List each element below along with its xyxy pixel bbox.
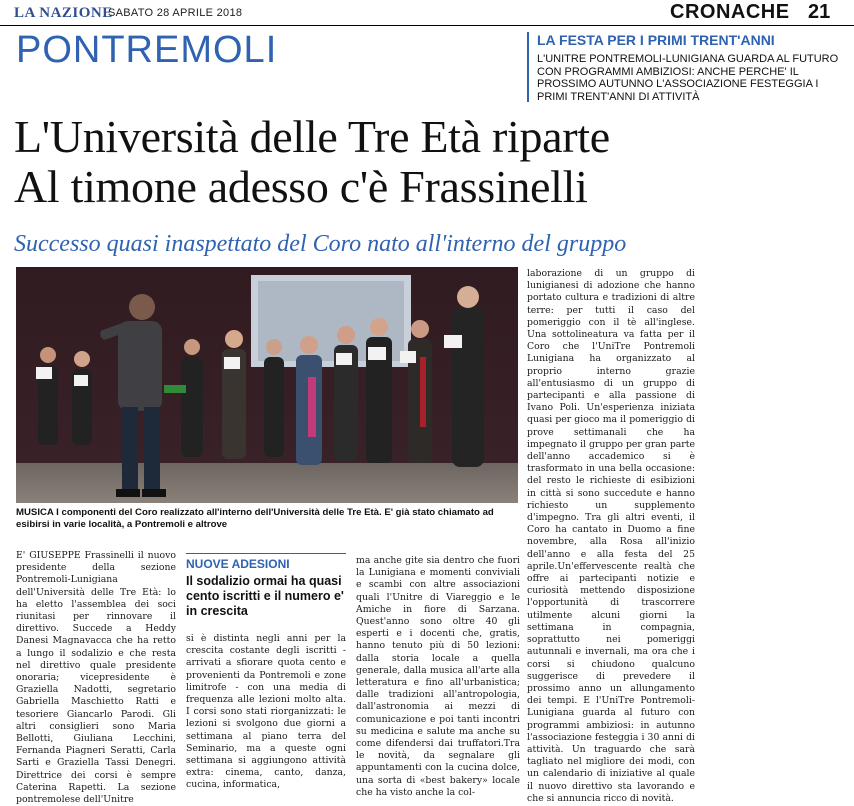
newspaper-logo: LA NAZIONE: [14, 5, 113, 21]
choir-photo: [16, 267, 518, 503]
headline: [14, 112, 844, 212]
article-text-col4: laborazione di un gruppo di lunigianesi di adozione che hanno portato cultura e tradizioni di altre terre: per tutti il caso del pomeriggio con il tè all'inglese. Una sottolineatura va fatta per il Coro che l'UniTre Pontremoli Lunigiana ha organizzato al proprio interno grazie all'entusiasmo di un gruppo di partecipanti e alla passione di Ivano Poli. Un'esperienza iniziata quasi per gioco ma il pomeriggio di prove settimanali che ha impegnato il gruppo per gran parte dell'anno accademico si è trasformato in una bella occasione: del resto le richieste di esibizioni in città si sono succedute e hanno richiesto un supplemento d'impegno. Tra gli altri eventi, il Coro ha cantato in Duomo a fine novembre, alla Rosa all'inizio dell'anno e alla festa del 25 aprile.Un'effervescente realtà che offre ai partecipanti notizie e curiosità mettendo disposizione l'opportunità di trascorrere utilmente alcuni giorni la settimana in compagnia, soprattutto nei pomeriggi autunnali e invernali, ma ora che i corsi si chiudono qualcuno suggerisce di prevedere il prossimo anno un allungamento dei tempi. E l'UniTre Pontremoli-Lunigiana guarda al futuro con programmi ambiziosi: in autunno l'associazione festeggia i 30 anni di attività. Un traguardo che sarà tagliato nel migliore dei modi, con un calendario di iniziative al quale il nuovo direttivo sta lavorando e che si annuncia ricco di novità.: [527, 268, 695, 804]
section-name: CRONACHE: [670, 1, 790, 23]
photo-caption-text: I componenti del Coro realizzato all'interno dell'Università delle Tre Età. E' già stato chiamato ad esibirsi in varie località, a Pontremoli e altrove: [16, 507, 494, 530]
info-box-text: Il sodalizio ormai ha quasi cento iscritti e il numero e' in crescita: [186, 574, 344, 618]
photo-caption-lead: MUSICA: [16, 507, 54, 518]
sidebar-teaser: [527, 32, 847, 102]
article-column-4: [527, 268, 695, 804]
issue-date: SABATO 28 APRILE 2018: [108, 7, 243, 19]
info-box-label: NUOVE ADESIONI: [186, 557, 290, 571]
city-heading: PONTREMOLI: [16, 29, 278, 71]
article-column-2: [186, 633, 346, 793]
subheadline: Successo quasi inaspettato del Coro nato all'interno del gruppo: [14, 231, 627, 257]
article-text-col3: ma anche gite sia dentro che fuori la Lunigiana e momenti conviviali e scambi con altre associazioni quali l'Unitre di Viareggio e le Amiche in fiore di Sarzana. Quest'anno sono oltre 40 gli esperti e i docenti che, gratis, hanno tenuto più di 50 lezioni: dalla storia locale a quella generale, dalla musica all'arte alla letteratura e fino all'urbanistica; dalle tradizioni all'antropologia, dall'astronomia ai mezzi di comunicazione e poi tanti incontri su medicina e salute ma anche su come difendersi dai truffatori.Tra le novità, da segnalare gli appuntamenti con la cucina dolce, una sorta di «best bakery» locale che ha visto anche la col-: [356, 555, 520, 798]
sidebar-teaser-title: LA FESTA PER I PRIMI TRENT'ANNI: [537, 32, 775, 48]
info-box-adesioni: [186, 553, 346, 627]
article-text-col1: E' GIUSEPPE Frassinelli il nuovo presidente della sezione Pontremoli-Lunigiana dell'Università delle Tre Età: lo ha eletto l'assemblea dei soci riunitasi per rinnovare il direttivo. Succede a Heddy Danesi Magnavacca che ha retto a lungo il sodalizio e che resta nel direttivo quale presidente onoraria; vicepresidente è Graziella Nadotti, segretario Gabriella Maschietto Ratti e tesoriere Giancarlo Parodi. Gli altri consiglieri sono Maria Bellotti, Giuliana Lecchini, Fernanda Piagneri Seratti, Carla Sarti e Graziella Tassi Denegri. Direttrice dei corsi è sempre Caterina Rapetti. La sezione pontremolese dell'Unitre: [16, 550, 176, 806]
article-column-1: [16, 550, 176, 806]
article-column-3: [356, 555, 520, 798]
page-number: 21: [808, 1, 831, 23]
headline-line-1: L'Università delle Tre Età riparte: [14, 111, 610, 162]
masthead: [0, 0, 854, 26]
article-text-col2: si è distinta negli anni per la crescita costante degli iscritti - arrivati a sfiorare quota cento e provenienti da Pontremoli e zone limitrofe - con una media di frequenza alle lezioni molto alta. I corsi sono stati riorganizzati: le lezioni si svolgono due giorni a settimana al piano terra del Seminario, ma a queste ogni settimana si aggiungono attività extra: cinema, canto, danza, cucina, informatica,: [186, 633, 346, 791]
choir-photo-illustration: [16, 267, 518, 503]
headline-line-2: Al timone adesso c'è Frassinelli: [14, 161, 588, 212]
photo-caption: [16, 507, 526, 531]
sidebar-teaser-text: L'UNITRE PONTREMOLI-LUNIGIANA GUARDA AL FUTURO CON PROGRAMMI AMBIZIOSI: ANCHE PERCHE' IL PROSSIMO AUTUNNO L'ASSOCIAZIONE FESTEGGIA I PRIMI TRENT'ANNI DI ATTIVITÀ: [537, 53, 839, 103]
